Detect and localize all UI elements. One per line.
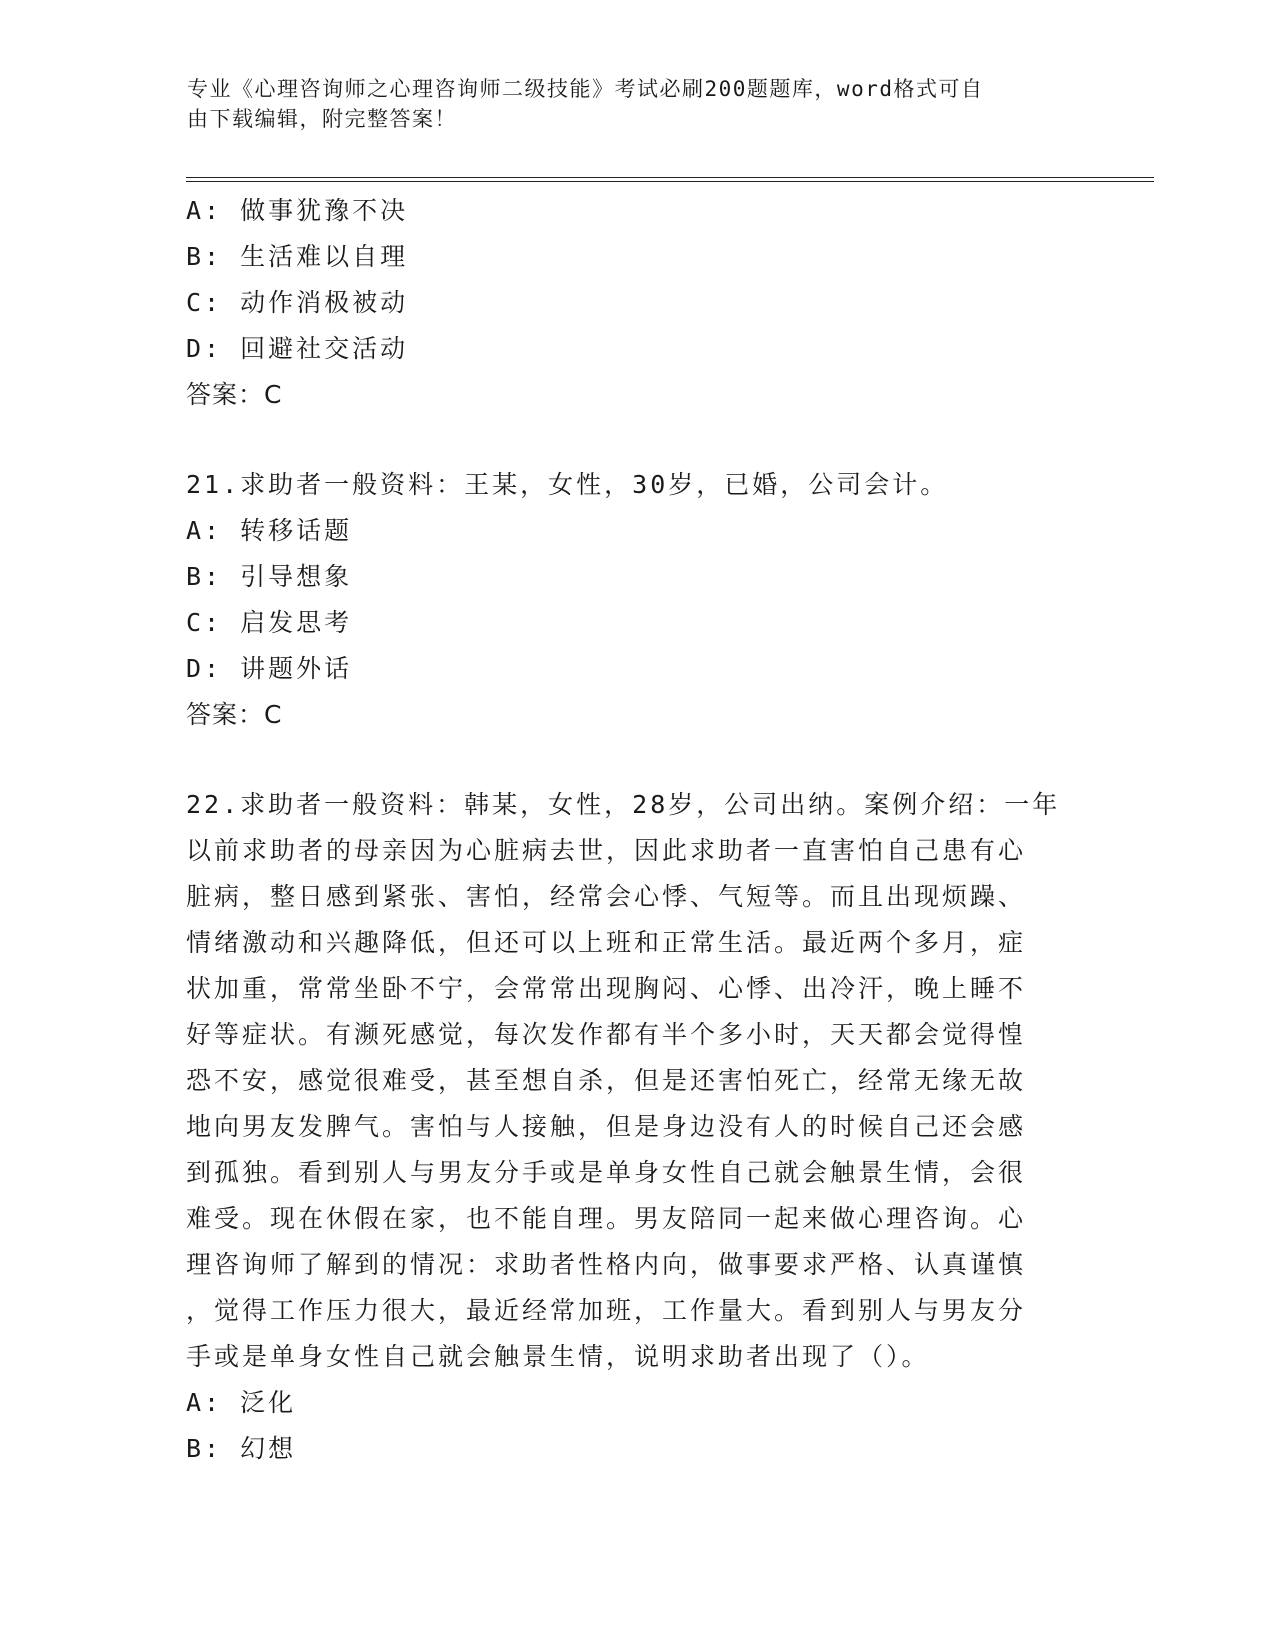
document-header (187, 74, 1067, 134)
stem-line: 难受。现在休假在家，也不能自理。男友陪同一起来做心理咨询。心 (186, 1204, 1027, 1233)
stem-line: 状加重，常常坐卧不宁，会常常出现胸闷、心悸、出冷汗，晚上睡不 (186, 974, 1027, 1003)
option-label: A: (186, 1388, 223, 1417)
answer: 答案：C (186, 700, 283, 729)
option-b (186, 1426, 1086, 1472)
option-c (186, 280, 1086, 326)
option-label: C: (186, 288, 223, 317)
answer: 答案：C (186, 380, 283, 409)
option-label: B: (186, 242, 223, 271)
option-label: D: (186, 654, 223, 683)
option-text: 回避社交活动 (240, 334, 409, 363)
option-text: 讲题外话 (240, 654, 353, 683)
header-divider-top (186, 177, 1154, 178)
stem-line: 到孤独。看到别人与男友分手或是单身女性自己就会触景生情，会很 (186, 1158, 1027, 1187)
option-text: 引导想象 (240, 562, 353, 591)
option-text: 幻想 (240, 1434, 297, 1463)
document-body (186, 188, 1086, 1472)
stem-line: 手或是单身女性自己就会触景生情，说明求助者出现了（）。 (186, 1342, 930, 1371)
question-21 (186, 462, 1086, 738)
option-c (186, 600, 1086, 646)
option-label: C: (186, 608, 223, 637)
question-22 (186, 782, 1086, 1472)
stem-line: 情绪激动和兴趣降低，但还可以上班和正常生活。最近两个多月，症 (186, 928, 1027, 957)
header-line-2: 由下载编辑，附完整答案！ (187, 107, 457, 131)
spacer (186, 738, 1086, 782)
option-a (186, 188, 1086, 234)
option-b (186, 554, 1086, 600)
stem-line: 理咨询师了解到的情况：求助者性格内向，做事要求严格、认真谨慎 (186, 1250, 1027, 1279)
option-label: A: (186, 516, 223, 545)
stem-line: ，觉得工作压力很大，最近经常加班，工作量大。看到别人与男友分 (186, 1296, 1027, 1325)
option-text: 做事犹豫不决 (240, 196, 409, 225)
option-text: 动作消极被动 (240, 288, 409, 317)
option-label: D: (186, 334, 223, 363)
stem-line: 地向男友发脾气。害怕与人接触，但是身边没有人的时候自己还会感 (186, 1112, 1027, 1141)
option-label: A: (186, 196, 223, 225)
option-text: 泛化 (240, 1388, 297, 1417)
question-stem: 21.求助者一般资料：王某，女性，30岁，已婚，公司会计。 (186, 470, 949, 499)
question-20 (186, 188, 1086, 418)
stem-line: 恐不安，感觉很难受，甚至想自杀，但是还害怕死亡，经常无缘无故 (186, 1066, 1027, 1095)
option-text: 生活难以自理 (240, 242, 409, 271)
option-d (186, 326, 1086, 372)
stem-line: 22.求助者一般资料：韩某，女性，28岁，公司出纳。案例介绍：一年 (186, 790, 1061, 819)
option-text: 启发思考 (240, 608, 353, 637)
option-b (186, 234, 1086, 280)
option-label: B: (186, 1434, 223, 1463)
stem-line: 以前求助者的母亲因为心脏病去世，因此求助者一直害怕自己患有心 (186, 836, 1027, 865)
header-divider-bottom (186, 181, 1154, 182)
stem-line: 脏病，整日感到紧张、害怕，经常会心悸、气短等。而且出现烦躁、 (186, 882, 1027, 911)
spacer (186, 418, 1086, 462)
stem-line: 好等症状。有濒死感觉，每次发作都有半个多小时，天天都会觉得惶 (186, 1020, 1027, 1049)
option-a (186, 508, 1086, 554)
option-label: B: (186, 562, 223, 591)
question-stem (186, 782, 1086, 1380)
option-text: 转移话题 (240, 516, 353, 545)
option-d (186, 646, 1086, 692)
header-line-1: 专业《心理咨询师之心理咨询师二级技能》考试必刷200题题库，word格式可自 (187, 77, 984, 101)
option-a (186, 1380, 1086, 1426)
